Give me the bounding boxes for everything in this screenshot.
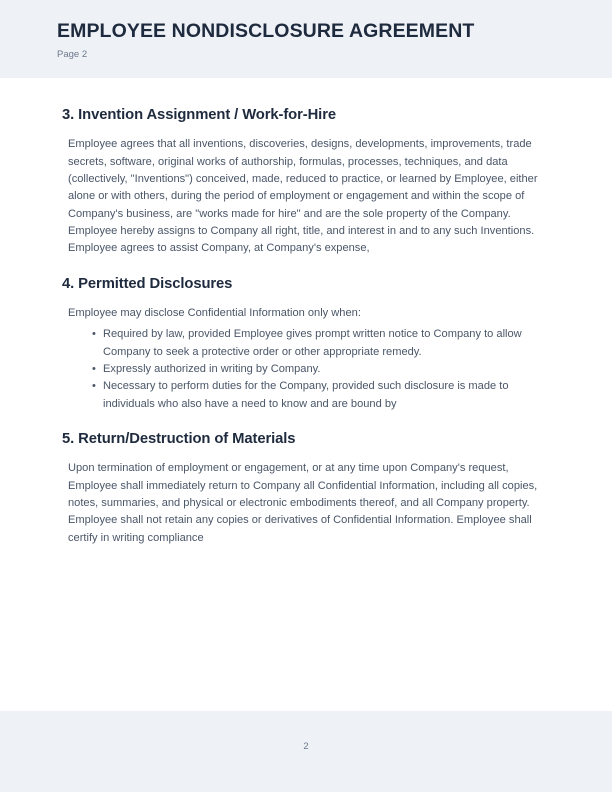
section-paragraph: Upon termination of employment or engagement, or at any time upon Company's request, Employee shall immediately return to Company all Confidential Information, including all copies, notes, summaries, and physical or electronic embodiments thereof, and all Company property. Employee shall not retain any copies or derivatives of Confidential Information. Employee shall certify in writing compliance bbox=[68, 462, 538, 544]
document-body bbox=[0, 78, 612, 711]
section-paragraph: Employee hereby assigns to Company all right, title, and interest in and to any such Inventions. Employee agrees to assist Company, at Company's expense, bbox=[68, 224, 535, 255]
disclosure-bullet-list bbox=[62, 326, 552, 413]
section-permitted-disclosures bbox=[0, 275, 612, 413]
section-heading: 3. Invention Assignment / Work-for-Hire bbox=[62, 107, 336, 123]
section-return-destruction bbox=[0, 430, 612, 547]
list-item: • Expressly authorized in writing by Company. bbox=[92, 361, 552, 378]
list-item: • Necessary to perform duties for the Company, provided such disclosure is made to individuals who also have a need to know and are bound by bbox=[92, 378, 552, 413]
section-heading: 4. Permitted Disclosures bbox=[62, 275, 233, 292]
section-paragraph: Employee agrees that all inventions, discoveries, designs, developments, improvements, trade secrets, software, original works of authorship, formulas, processes, techniques, and data (collectively, "Inventions") conceived, made, reduced to practice, or learned by Employee, either alone or with others, during the period of employment or engagement and within the scope of Company's business, are "works made for hire" and are the sole property of the Company. bbox=[68, 138, 538, 220]
section-invention-assignment bbox=[0, 106, 612, 258]
document-header bbox=[0, 0, 612, 78]
document-footer bbox=[0, 711, 612, 792]
page-number: 2 bbox=[303, 741, 309, 752]
page-title: EMPLOYEE NONDISCLOSURE AGREEMENT bbox=[57, 20, 475, 42]
list-item: • Required by law, provided Employee gives prompt written notice to Company to allow Company to seek a protective order or other appropriate remedy. bbox=[92, 326, 552, 361]
section-lead-text: Employee may disclose Confidential Information only when: bbox=[68, 306, 361, 319]
section-heading: 5. Return/Destruction of Materials bbox=[62, 430, 296, 447]
page-subtitle: Page 2 bbox=[57, 49, 88, 61]
